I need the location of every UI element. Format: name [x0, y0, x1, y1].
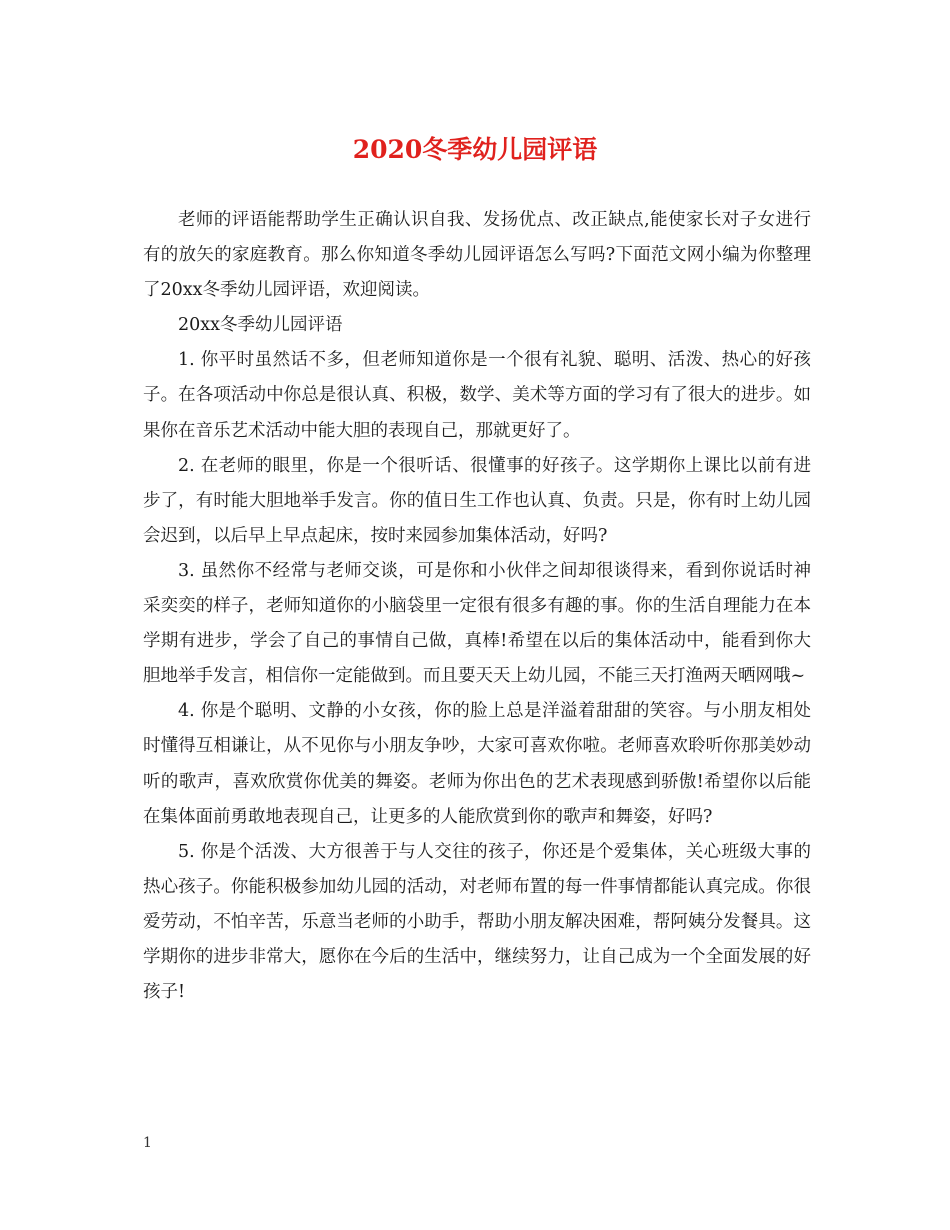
- document-body: [143, 203, 811, 1010]
- comment-paragraph-4: 4. 你是个聪明、文静的小女孩，你的脸上总是洋溢着甜甜的笑容。与小朋友相处时懂得互相谦让，从不见你与小朋友争吵，大家可喜欢你啦。老师喜欢聆听你那美妙动听的歌声，喜欢欣赏你优美的舞姿。老师为你出色的艺术表现感到骄傲!希望你以后能在集体面前勇敢地表现自己，让更多的人能欣赏到你的歌声和舞姿，好吗?: [143, 701, 811, 827]
- comment-paragraph-3: 3. 虽然你不经常与老师交谈，可是你和小伙伴之间却很谈得来，看到你说话时神采奕奕的样子，老师知道你的小脑袋里一定很有很多有趣的事。你的生活自理能力在本学期有进步，学会了自己的事情自己做，真棒!希望在以后的集体活动中，能看到你大胆地举手发言，相信你一定能做到。而且要天天上幼儿园，不能三天打渔两天晒网哦~: [143, 560, 811, 687]
- comment-paragraph-2: 2. 在老师的眼里，你是一个很听话、很懂事的好孩子。这学期你上课比以前有进步了，有时能大胆地举手发言。你的值日生工作也认真、负责。只是，你有时上幼儿园会迟到，以后早上早点起床，按时来园参加集体活动，好吗?: [143, 455, 811, 546]
- comment-paragraph-5: 5. 你是个活泼、大方很善于与人交往的孩子，你还是个爱集体，关心班级大事的热心孩子。你能积极参加幼儿园的活动，对老师布置的每一件事情都能认真完成。你很爱劳动，不怕辛苦，乐意当老师的小助手，帮助小朋友解决困难，帮阿姨分发餐具。这学期你的进步非常大，愿你在今后的生活中，继续努力，让自己成为一个全面发展的好孩子!: [143, 841, 811, 1003]
- intro-paragraph: 老师的评语能帮助学生正确认识自我、发扬优点、改正缺点,能使家长对子女进行有的放矢的家庭教育。那么你知道冬季幼儿园评语怎么写吗?下面范文网小编为你整理了20xx冬季幼儿园评语，欢迎阅读。: [143, 210, 811, 301]
- section-heading: 20xx冬季幼儿园评语: [178, 315, 343, 336]
- page-number: 1: [143, 1135, 152, 1151]
- comment-paragraph-1: 1. 你平时虽然话不多，但老师知道你是一个很有礼貌、聪明、活泼、热心的好孩子。在各项活动中你总是很认真、积极，数学、美术等方面的学习有了很大的进步。如果你在音乐艺术活动中能大胆的表现自己，那就更好了。: [143, 350, 811, 441]
- document-title: 2020冬季幼儿园评语: [352, 135, 598, 164]
